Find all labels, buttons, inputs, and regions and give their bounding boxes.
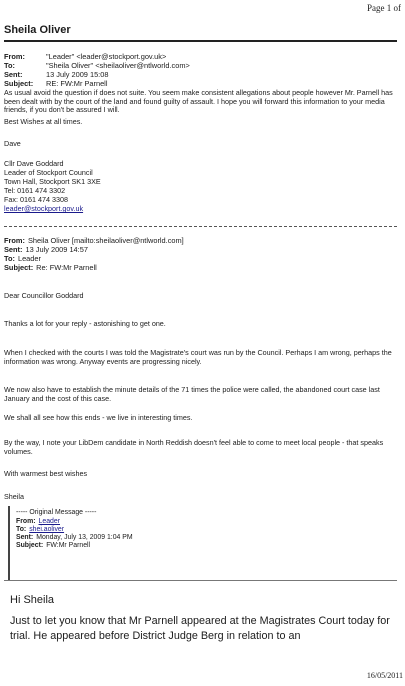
quoted-sent-label: Sent: bbox=[16, 534, 34, 541]
quoted-message-header bbox=[8, 506, 224, 581]
reply-sent-label: Sent: bbox=[4, 70, 23, 79]
quoted-marker: ----- Original Message ----- bbox=[16, 509, 97, 516]
signature-email-link[interactable]: leader@stockport.gov.uk bbox=[4, 204, 84, 213]
original-sent-label: Sent: bbox=[4, 245, 23, 254]
print-date: 16/05/2011 bbox=[366, 671, 403, 680]
original-signoff: Sheila bbox=[4, 492, 24, 501]
original-subject-line bbox=[4, 264, 97, 273]
original-paragraph-5: By the way, I note your LibDem candidate in North Reddish doesn't feel able to come to meet local people - that speaks volumes. bbox=[4, 438, 384, 456]
quoted-divider bbox=[4, 580, 397, 581]
original-greeting: Dear Councillor Goddard bbox=[4, 291, 84, 300]
quoted-to-link[interactable]: shei.aoliver bbox=[29, 526, 65, 533]
header-rule bbox=[4, 40, 397, 42]
signature-email-line bbox=[4, 205, 398, 214]
quoted-greeting: Hi Sheila bbox=[10, 594, 55, 606]
quoted-to-label: To: bbox=[16, 526, 27, 533]
quoted-subject-value: FW:Mr Parnell bbox=[46, 542, 91, 549]
signature-name: Cllr Dave Goddard bbox=[4, 159, 64, 168]
reply-from-value: "Leader" <leader@stockport.gov.uk> bbox=[46, 52, 167, 61]
reply-name: Dave bbox=[4, 139, 21, 148]
original-to-label: To: bbox=[4, 254, 15, 263]
original-paragraph-6: With warmest best wishes bbox=[4, 469, 88, 478]
original-paragraph-2: When I checked with the courts I was told the Magistrate's court was run by the Council. Perhaps I am wrong, perhaps the information was wrong. Anyway events are progressing nicely. bbox=[4, 348, 392, 366]
original-sent-line bbox=[4, 246, 88, 255]
quoted-to-line bbox=[16, 526, 64, 534]
quoted-paragraph: Just to let you know that Mr Parnell appeared at the Magistrates Court today for trial. He appeared before District Judge Berg in relation to an bbox=[10, 615, 390, 642]
reply-paragraph: As usual avoid the question if does not suite. You seem make consistent allegations about people however Mr. Parnell has been dealt with by the court of the land and found guilty of assault. I hope you will forward this information to your media friends, if you don't be assured I will. bbox=[4, 88, 393, 115]
quoted-from-link[interactable]: Leader bbox=[38, 518, 60, 525]
reply-closing: Best Wishes at all times. bbox=[4, 117, 83, 126]
original-subject-value: Re: FW:Mr Parnell bbox=[36, 263, 97, 272]
signature-address: Town Hall, Stockport SK1 3XE bbox=[4, 177, 101, 186]
quoted-sent-value: Monday, July 13, 2009 1:04 PM bbox=[36, 534, 133, 541]
quoted-sent-line bbox=[16, 534, 133, 542]
original-to-value: Leader bbox=[17, 254, 41, 263]
original-paragraph-4: We shall all see how this ends - we live in interesting times. bbox=[4, 413, 193, 422]
original-paragraph-1: Thanks a lot for your reply - astonishing to get one. bbox=[4, 319, 166, 328]
original-from-value: Sheila Oliver [mailto:sheilaoliver@ntlworld.com] bbox=[27, 236, 184, 245]
quoted-subject-line bbox=[16, 542, 90, 550]
signature-tel: Tel: 0161 474 3302 bbox=[4, 186, 66, 195]
message-separator bbox=[4, 226, 397, 227]
original-subject-label: Subject: bbox=[4, 263, 34, 272]
quoted-from-label: From: bbox=[16, 518, 36, 525]
reply-sent-value: 13 July 2009 15:08 bbox=[46, 70, 109, 79]
quoted-subject-label: Subject: bbox=[16, 542, 44, 549]
reply-to-value: "Sheila Oliver" <sheilaoliver@ntlworld.com> bbox=[46, 61, 190, 70]
signature-fax: Fax: 0161 474 3308 bbox=[4, 195, 68, 204]
reply-from-label: From: bbox=[4, 52, 25, 61]
reply-subject-value: RE: FW:Mr Parnell bbox=[46, 79, 108, 88]
sender-name: Sheila Oliver bbox=[4, 24, 71, 36]
reply-subject-label: Subject: bbox=[4, 79, 34, 88]
original-sent-value: 13 July 2009 14:57 bbox=[25, 245, 88, 254]
reply-to-label: To: bbox=[4, 61, 15, 70]
page-number: Page 1 of bbox=[367, 3, 401, 13]
signature-title: Leader of Stockport Council bbox=[4, 168, 93, 177]
original-from-label: From: bbox=[4, 236, 25, 245]
original-paragraph-3: We now also have to establish the minute details of the 71 times the police were called, the abandoned court case last January and the cost of this case. bbox=[4, 385, 380, 403]
quoted-from-line bbox=[16, 518, 60, 526]
